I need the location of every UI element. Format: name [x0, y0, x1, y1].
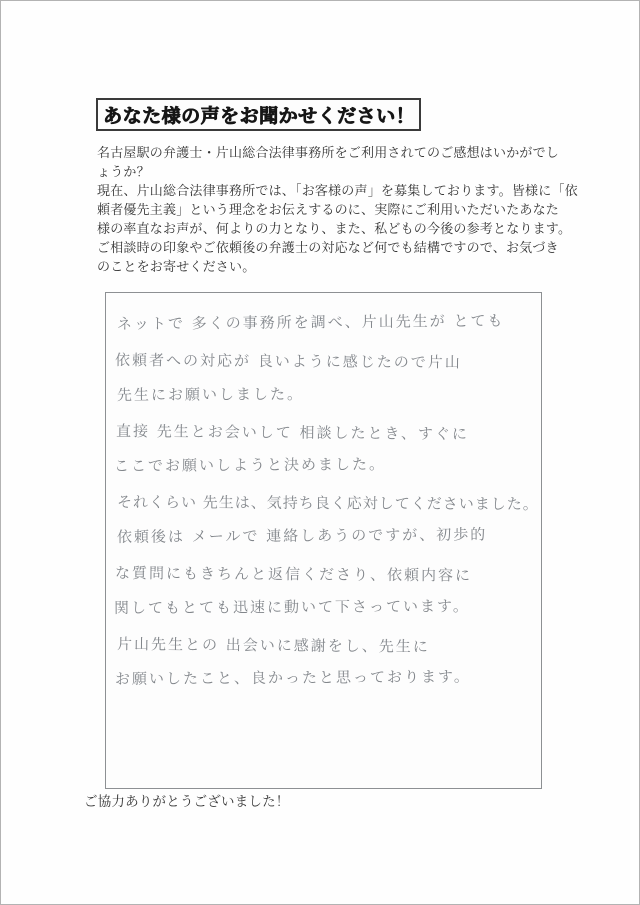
footer-thanks: ご協力ありがとうございました！: [84, 794, 290, 810]
testimonial-line: ネットで 多くの事務所を調べ、片山先生が とても: [116, 311, 505, 333]
testimonial-box: [105, 292, 542, 789]
intro-line: 現在、片山総合法律事務所では、「お客様の声」を募集しております。皆様に「依: [97, 184, 578, 199]
testimonial-line: 片山先生との 出会いに感謝をし、先生に: [116, 634, 430, 656]
testimonial-line: な質問にもきちんと返信くださり、依頼内容に: [114, 563, 473, 584]
intro-line: 頼者優先主義」という理念をお伝えするのに、実際にご利用いただいたあなた: [97, 203, 560, 218]
testimonial-line: お願いしたこと、良かったと思っております。: [114, 667, 471, 688]
testimonial-line: ここでお願いしようと決めました。: [113, 455, 387, 475]
intro-line: ょうか？: [97, 165, 150, 180]
page-title-box: [96, 98, 421, 131]
testimonial-line: 依頼後は メールで 連絡しあうのですが、初歩的: [116, 525, 488, 546]
intro-line: 名古屋駅の弁護士・片山総合法律事務所をご利用されてのご感想はいかがでし: [97, 146, 560, 161]
page-title: あなた様の声をお聞かせください！: [103, 105, 416, 127]
testimonial-line: 先生にお願いしました。: [116, 385, 305, 404]
testimonial-line: 関してもとても迅速に動いて下さっています。: [113, 597, 470, 617]
intro-paragraph: [97, 144, 578, 277]
testimonial-line: 直接 先生とお会いして 相談したとき、すぐに: [115, 421, 470, 443]
intro-line: ご相談時の印象やご依頼後の弁護士の対応など何でも結構ですので、お気づき: [97, 241, 559, 256]
intro-line: 様の率直なお声が、何よりの力となり、また、私どもの今後の参考となります。: [97, 222, 572, 237]
testimonial-line: それくらい 先生は、気持ち良く応対してくださいました。: [116, 492, 539, 513]
intro-line: のことをお寄せください。: [97, 260, 256, 275]
testimonial-line: 依頼者への対応が 良いように感じたので片山: [114, 350, 462, 371]
